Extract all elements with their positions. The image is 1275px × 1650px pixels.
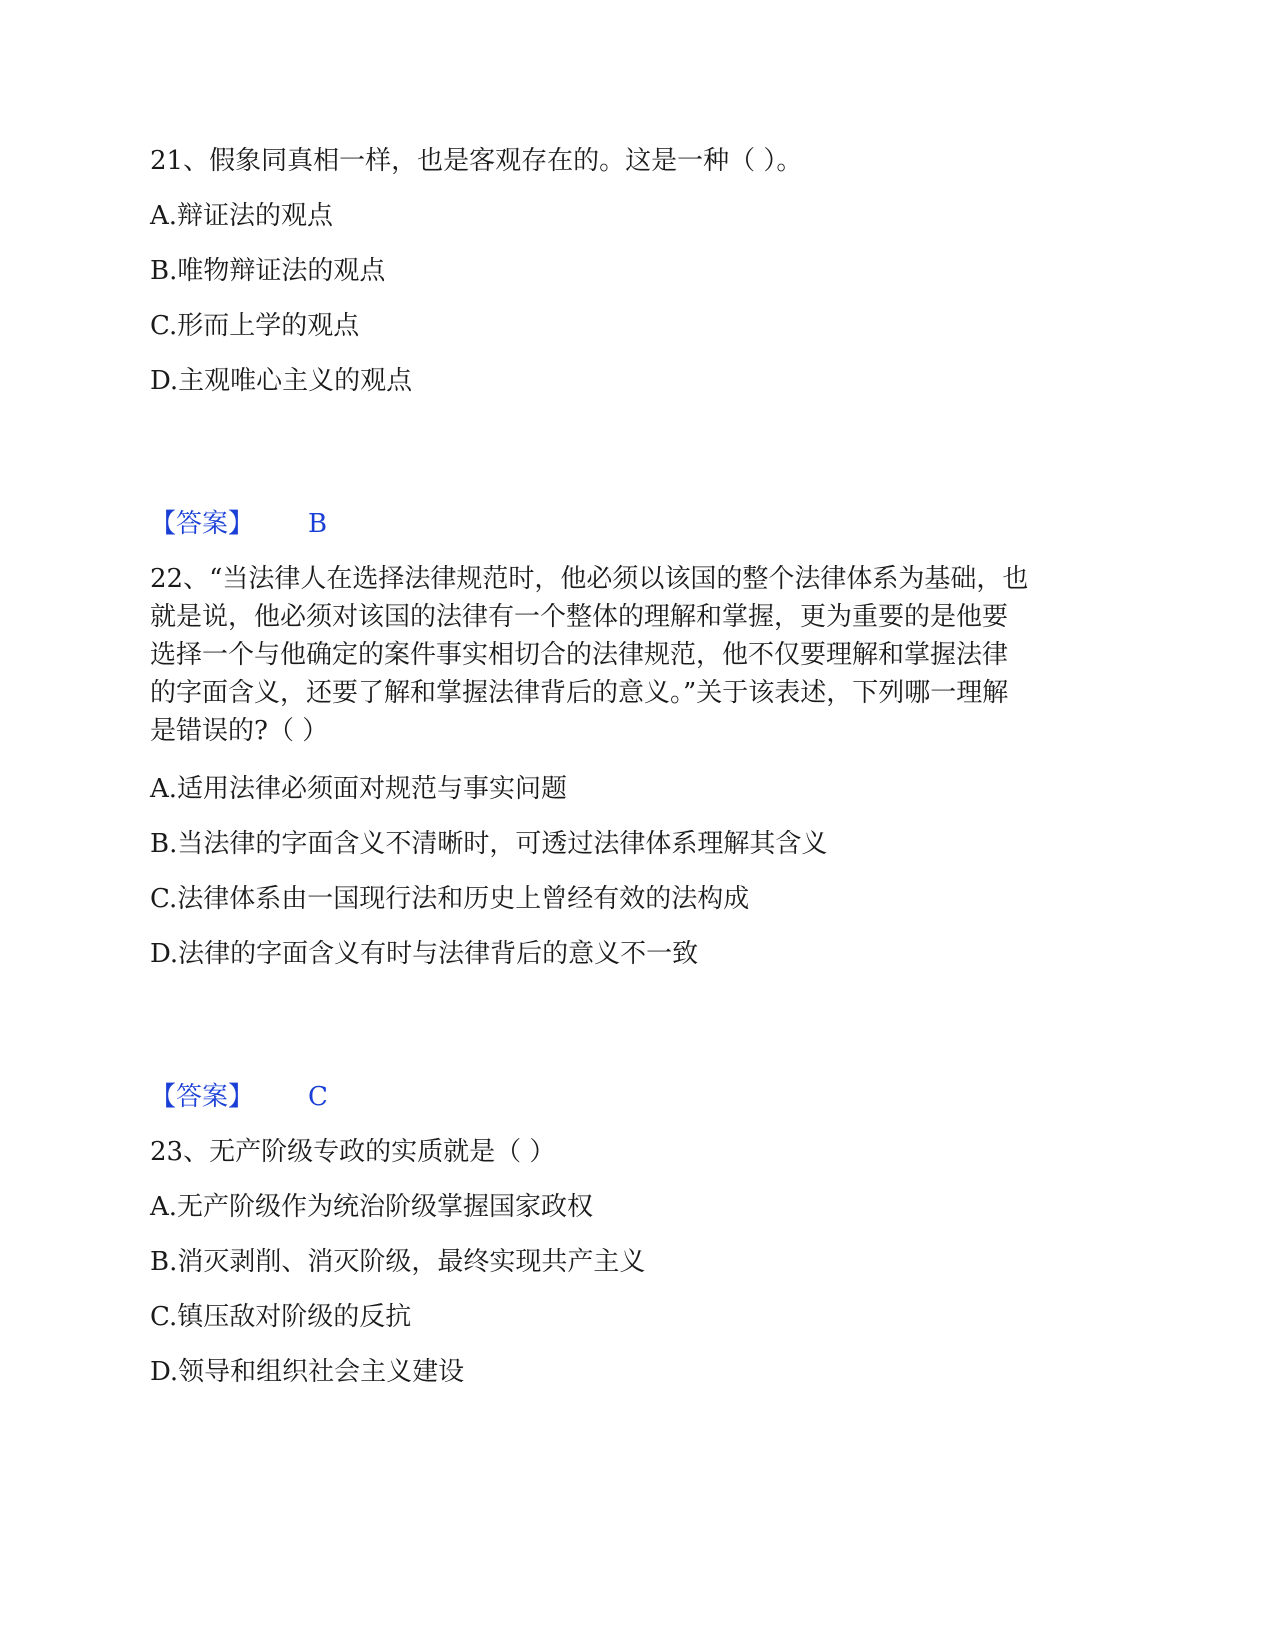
question-23-option-a: A.无产阶级作为统治阶级掌握国家政权 <box>150 1192 594 1222</box>
question-21-option-a: A.辩证法的观点 <box>150 201 334 231</box>
question-22-option-d: D.法律的字面含义有时与法律背后的意义不一致 <box>150 939 699 969</box>
question-22-stem-line-3: 选择一个与他确定的案件事实相切合的法律规范，他不仅要理解和掌握法律 <box>150 640 1009 670</box>
question-22-stem-line-4: 的字面含义，还要了解和掌握法律背后的意义。”关于该表述，下列哪一理解 <box>150 678 1009 708</box>
question-22-option-c: C.法律体系由一国现行法和历史上曾经有效的法构成 <box>150 884 750 914</box>
question-23-option-b: B.消灭剥削、消灭阶级，最终实现共产主义 <box>150 1247 646 1277</box>
question-21-option-d: D.主观唯心主义的观点 <box>150 366 413 396</box>
question-22-option-a: A.适用法律必须面对规范与事实问题 <box>150 774 568 804</box>
question-22-stem-line-5: 是错误的?（ ） <box>150 716 329 746</box>
question-22-stem-line-2: 就是说，他必须对该国的法律有一个整体的理解和掌握，更为重要的是他要 <box>150 602 1009 632</box>
question-23-option-d: D.领导和组织社会主义建设 <box>150 1357 465 1387</box>
question-21-stem: 21、假象同真相一样，也是客观存在的。这是一种（ ）。 <box>150 146 803 176</box>
question-23-option-c: C.镇压敌对阶级的反抗 <box>150 1302 412 1332</box>
question-21-option-c: C.形而上学的观点 <box>150 311 360 341</box>
question-21-option-b: B.唯物辩证法的观点 <box>150 256 386 286</box>
question-23-stem: 23、无产阶级专政的实质就是（ ） <box>150 1137 556 1167</box>
answer-label: 【答案】 <box>150 509 255 539</box>
question-22-option-b: B.当法律的字面含义不清晰时，可透过法律体系理解其含义 <box>150 829 828 859</box>
answer-value: C <box>308 1082 328 1112</box>
answer-label: 【答案】 <box>150 1082 255 1112</box>
question-22-stem-line-1: 22、“当法律人在选择法律规范时，他必须以该国的整个法律体系为基础，也 <box>150 564 1029 594</box>
question-21-answer <box>150 505 328 543</box>
question-22-answer <box>150 1078 328 1116</box>
answer-value: B <box>308 509 328 539</box>
